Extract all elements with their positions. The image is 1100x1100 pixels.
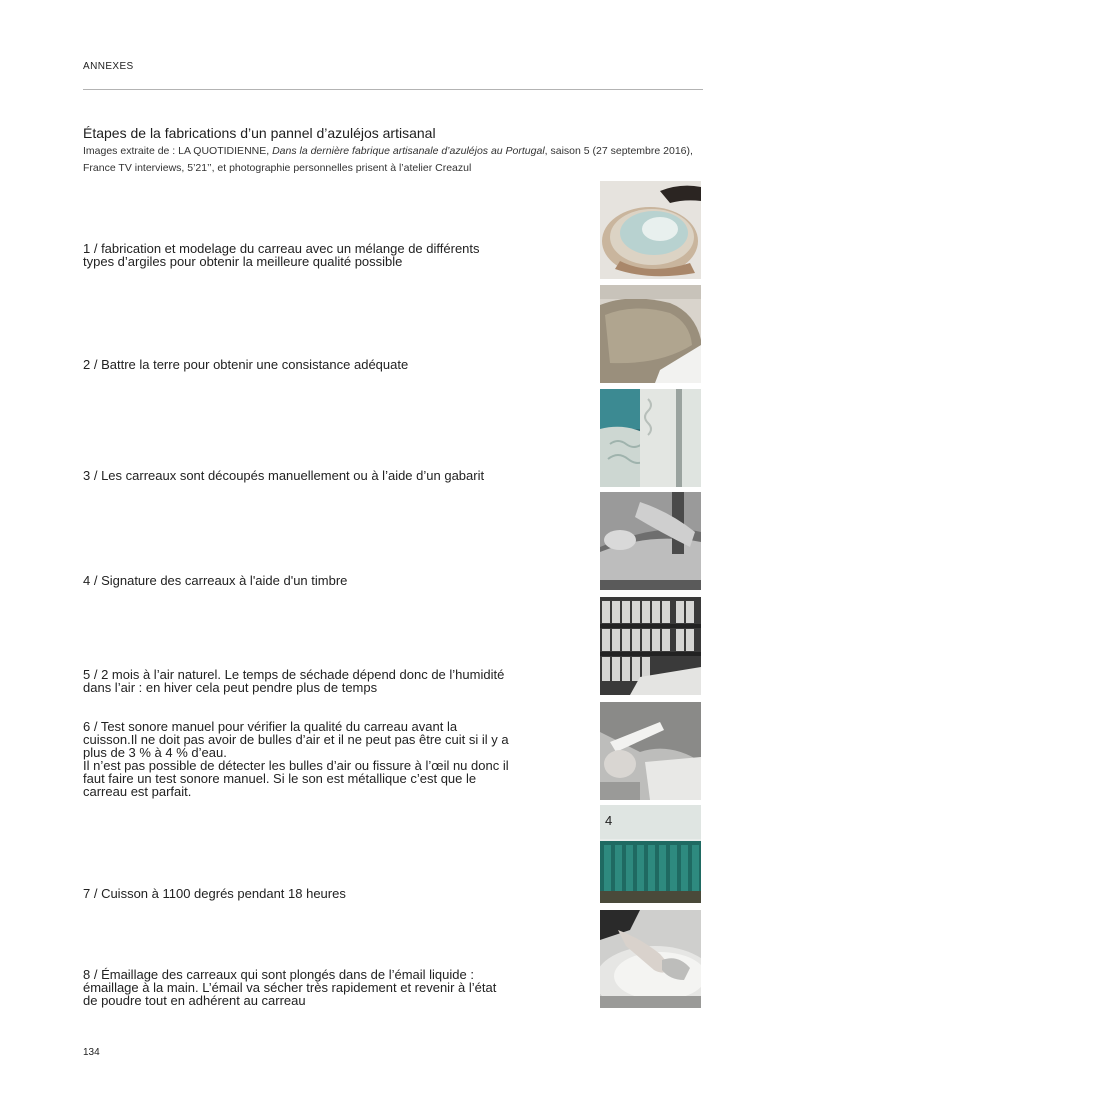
step-3-text: 3 / Les carreaux sont découpés manuellement ou à l’aide d’un gabarit	[83, 468, 485, 483]
tile-cutting-photo	[600, 389, 701, 487]
step-6-text: 6 / Test sonore manuel pour vérifier la qualité du carreau avant la cuisson.Il ne doit pas avoir de bulles d’air et il ne peut pas être cuit si il y a plus de 3 % à 4 % d’eau. Il n’est pas possible de détecter les bulles d’air ou fissure à l’œil nu donc il faut faire un test sonore manuel. Si le son est métallique c’est que le carreau est parfait.	[83, 719, 509, 799]
page-title: Étapes de la fabrications d’un pannel d’azuléjos artisanal	[83, 125, 436, 141]
kiln-photo	[600, 805, 701, 903]
step-7-text: 7 / Cuisson à 1100 degrés pendant 18 heures	[83, 886, 346, 901]
page-number: 134	[83, 1047, 100, 1058]
section-header: ANNEXES	[83, 61, 134, 72]
drying-shelves-photo	[600, 597, 701, 695]
source-prefix: Images extraite de : LA QUOTIDIENNE,	[83, 145, 273, 157]
clay-mold-photo	[600, 181, 701, 279]
step-8-text: 8 / Émaillage des carreaux qui sont plongés dans de l’émail liquide : émaillage à la main. L’émail va sécher très rapidement et revenir à l’état de poudre tout en adhérent au carreau	[83, 967, 497, 1008]
glazing-photo	[600, 910, 701, 1008]
step-2-text: 2 / Battre la terre pour obtenir une consistance adéquate	[83, 357, 409, 372]
step-5-text: 5 / 2 mois à l’air naturel. Le temps de séchade dépend donc de l’humidité dans l’air : en hiver cela peut pendre plus de temps	[83, 667, 505, 695]
image-source-credit	[83, 143, 703, 177]
source-title: Dans la dernière fabrique artisanale d’azuléjos au Portugal	[272, 145, 545, 157]
source-suffix: , saison 5 (27 septembre 2016), France TV interviews, 5’21’’, et photographie personnelles prisent à l’atelier Creazul	[83, 145, 693, 174]
clay-slab-photo	[600, 285, 701, 383]
tile-stamping-photo	[600, 492, 701, 590]
step-4-text: 4 / Signature des carreaux à l'aide d'un timbre	[83, 573, 348, 588]
header-divider	[83, 89, 703, 90]
sound-test-photo	[600, 702, 701, 800]
kiln-label: 4	[605, 813, 613, 828]
step-1-text: 1 / fabrication et modelage du carreau avec un mélange de différents types d’argiles pour obtenir la meilleure qualité possible	[83, 241, 480, 269]
